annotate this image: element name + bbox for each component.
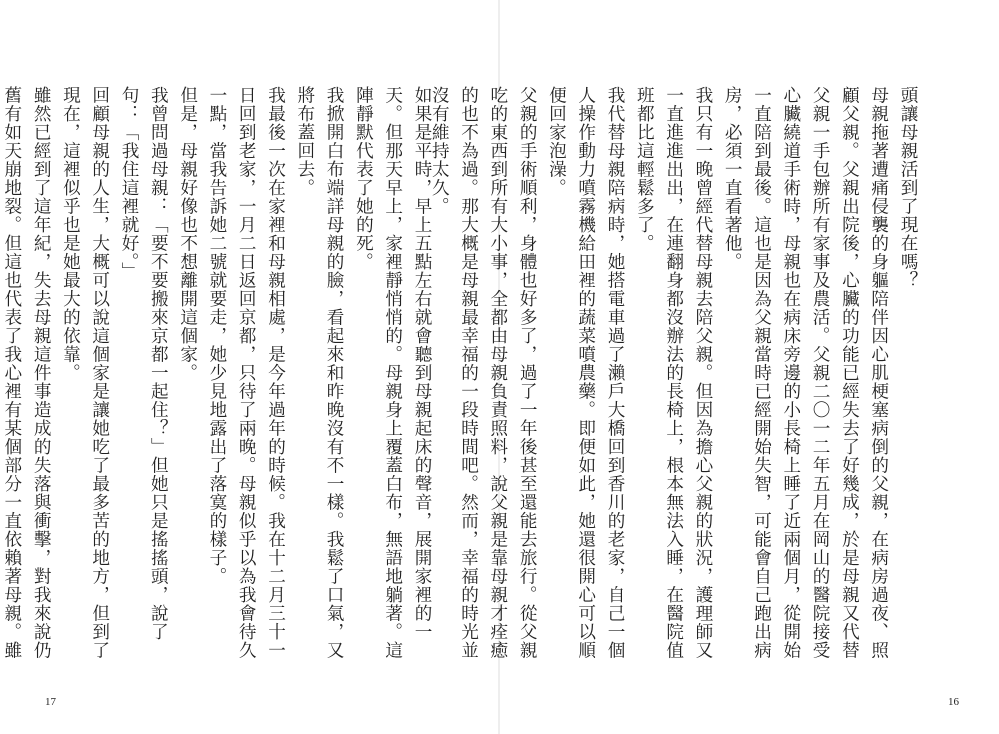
right-page	[429, 0, 999, 734]
paragraph: 如果是平時，早上五點左右就會聽到母親起床的聲音，展開家裡的一天。但那天早上，家裡靜悄悄的。母親身上覆蓋白布，無語地躺著。這陣靜默代表了她的死。	[353, 86, 432, 660]
left-page-text	[1, 86, 436, 671]
paragraph: 父親的手術順利，身體也好多了，過了一年後甚至還能去旅行。從父親吃的東西到所有大小事，全都由母親負責照料，說父親是靠母親才痊癒的也不為過。那大概是母親最幸福的一段時間吧。然而，幸福的時光並沒有維持太久。	[429, 86, 538, 660]
paragraph: 母親拖著遭痛侵襲的身軀陪伴因心肌梗塞病倒的父親，在病房過夜、照顧父親。父親出院後，心臟的功能已經失去了好幾成，於是母親又代替父親一手包辦所有家事及農活。父親二〇一二年五月在岡山的醫院接受心臟繞道手術時，母親也在病床旁邊的小長椅上睡了近兩個月，從開始一直陪到最後。這也是因為父親當時已經開始失智，可能會自己跑出病房，必須一直看著他。	[722, 86, 889, 660]
page-number-left: 17	[45, 696, 56, 708]
paragraph: 我掀開白布端詳母親的臉，看起來和昨晚沒有不一樣。我鬆了口氣，又將布蓋回去。	[294, 86, 345, 660]
paragraph: 頭讓母親活到了現在嗎？	[898, 86, 918, 290]
paragraph: 我只有一晚曾經代替母親去陪父親。但因為擔心父親的狀況，護理師又一直進進出出，在連翻身都沒辦法的長椅上，根本無法入睡，在醫院值班都比這輕鬆多了。	[634, 86, 713, 660]
paragraph: 我曾問過母親：「要不要搬來京都一起住？」但她只是搖搖頭，說了句：「我住這裡就好。」	[119, 86, 169, 641]
paragraph: 雖然已經到了這年紀，失去母親這件事造成的失落與衝擊，對我來說仍舊有如天崩地裂。但這也代表了我心裡有某個部分一直依賴著母親。雖	[1, 86, 52, 660]
paragraph: 我代替母親陪病時，她搭電車過了瀨戶大橋回到香川的老家，自己一個人操作動力噴霧機給田裡的蔬菜噴農藥。即便如此，她還很開心可以順便回家泡澡。	[546, 86, 626, 660]
right-page-text	[429, 86, 922, 671]
paragraph: 但是，母親好像也不想離開這個家。	[177, 86, 198, 382]
paragraph: 回顧母親的人生，大概可以說這個家是讓她吃了最多苦的地方，但到了現在，這裡似乎也是她最大的依靠。	[60, 86, 110, 660]
paragraph: 我最後一次在家裡和母親相處，是今年過年的時候。我在十二月三十一日回到老家，一月二日返回京都，只待了兩晚。母親似乎以為我會待久一點，當我告訴她二號就要走，她少見地露出了落寞的樣子。	[206, 86, 286, 660]
page-number-right: 16	[948, 696, 959, 708]
